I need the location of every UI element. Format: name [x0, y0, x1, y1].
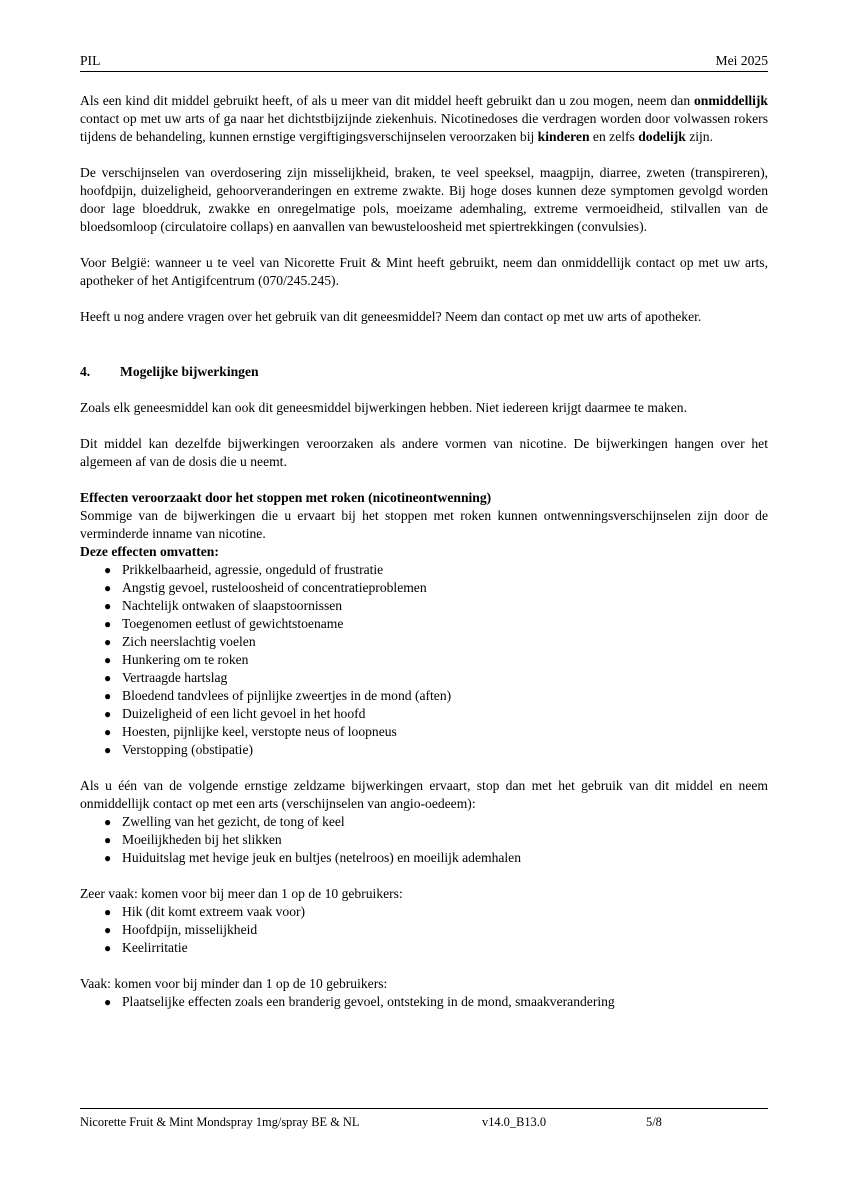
bullet-icon: ●	[104, 995, 112, 1009]
overdose-symptoms-paragraph: De verschijnselen van overdosering zijn misselijkheid, braken, te veel speeksel, maagpijn, diarree, zweten (transpireren), hoofdpijn, duizeligheid, gehoorveranderingen en extreme zwakte. Bij hoge doses kunnen deze symptomen gevolgd worden door lage bloeddruk, zwakke en onregelmatige pols, moeizame ademhaling, extreme vermoeidheid, stilvallen van de bloedsomloop (circulatoire collaps) en aanvallen van bewusteloosheid met spiertrekkingen (convulsies).	[80, 165, 768, 234]
list-item-text: Prikkelbaarheid, agressie, ongeduld of frustratie	[122, 562, 384, 577]
list-item-text: Angstig gevoel, rusteloosheid of concentratieproblemen	[122, 580, 427, 595]
list-item	[80, 633, 768, 651]
list-item	[80, 705, 768, 723]
list-item-text: Zich neerslachtig voelen	[122, 634, 256, 649]
withdrawal-list	[80, 561, 768, 759]
list-item	[80, 993, 768, 1011]
list-item-text: Hunkering om te roken	[122, 652, 249, 667]
very-common-list	[80, 903, 768, 957]
list-item	[80, 903, 768, 921]
section-heading	[80, 363, 768, 381]
text-span: Als een kind dit middel gebruikt heeft, of als u meer van dit middel heeft gebruikt dan u zou mogen, neem dan	[80, 93, 694, 108]
withdrawal-intro: Sommige van de bijwerkingen die u ervaart bij het stoppen met roken kunnen ontwenningsverschijnselen zijn door de verminderde inname van nicotine.	[80, 508, 768, 541]
bold-text: onmiddellijk	[693, 93, 768, 108]
list-item	[80, 669, 768, 687]
list-item	[80, 723, 768, 741]
very-common-intro: Zeer vaak: komen voor bij meer dan 1 op de 10 gebruikers:	[80, 886, 403, 901]
list-item	[80, 615, 768, 633]
list-item	[80, 741, 768, 759]
overdose-child-paragraph	[80, 92, 768, 146]
bold-text: dodelijk	[638, 129, 686, 144]
page-header	[80, 52, 768, 72]
bullet-icon: ●	[104, 653, 112, 667]
bullet-icon: ●	[104, 941, 112, 955]
bullet-icon: ●	[104, 743, 112, 757]
page-footer	[80, 1108, 768, 1132]
list-item	[80, 651, 768, 669]
list-item-text: Keelirritatie	[122, 940, 188, 955]
list-item	[80, 831, 768, 849]
section-title: Mogelijke bijwerkingen	[120, 364, 259, 379]
list-item	[80, 921, 768, 939]
questions-paragraph: Heeft u nog andere vragen over het gebruik van dit geneesmiddel? Neem dan contact op met uw arts of apotheker.	[80, 309, 702, 324]
footer-page-number: 5/8	[646, 1115, 662, 1129]
bullet-icon: ●	[104, 851, 112, 865]
common-intro: Vaak: komen voor bij minder dan 1 op de 10 gebruikers:	[80, 976, 388, 991]
bullet-icon: ●	[104, 563, 112, 577]
bold-text: kinderen	[537, 129, 590, 144]
bullet-icon: ●	[104, 689, 112, 703]
withdrawal-subheading: Deze effecten omvatten:	[80, 544, 219, 559]
list-item	[80, 687, 768, 705]
bullet-icon: ●	[104, 905, 112, 919]
list-item	[80, 813, 768, 831]
serious-effects-list	[80, 813, 768, 867]
bullet-icon: ●	[104, 833, 112, 847]
list-item-text: Hoofdpijn, misselijkheid	[122, 922, 258, 937]
footer-product: Nicorette Fruit & Mint Mondspray 1mg/spray BE & NL	[80, 1115, 360, 1129]
list-item-text: Plaatselijke effecten zoals een branderig gevoel, ontsteking in de mond, smaakverandering	[122, 994, 615, 1009]
text-span: zijn.	[685, 129, 713, 144]
list-item	[80, 561, 768, 579]
text-span: contact op met uw arts of ga naar het dichtstbijzijnde ziekenhuis. Nicotinedoses die verdragen worden door volwassen rokers tijdens de behandeling, kunnen ernstige vergiftigingsverschijnselen veroorzaken bij	[80, 111, 768, 144]
bullet-icon: ●	[104, 617, 112, 631]
document-body	[80, 92, 768, 1011]
list-item-text: Nachtelijk ontwaken of slaapstoornissen	[122, 598, 343, 613]
list-item	[80, 939, 768, 957]
list-item	[80, 597, 768, 615]
list-item-text: Hik (dit komt extreem vaak voor)	[122, 904, 306, 919]
footer-version: v14.0_B13.0	[482, 1115, 547, 1129]
list-item-text: Hoesten, pijnlijke keel, verstopte neus of loopneus	[122, 724, 397, 739]
bullet-icon: ●	[104, 599, 112, 613]
belgium-poison-center-paragraph: Voor België: wanneer u te veel van Nicorette Fruit & Mint heeft gebruikt, neem dan onmiddellijk contact op met uw arts, apotheker of het Antigifcentrum (070/245.245).	[80, 255, 768, 288]
bullet-icon: ●	[104, 581, 112, 595]
list-item-text: Duizeligheid of een licht gevoel in het hoofd	[122, 706, 366, 721]
bullet-icon: ●	[104, 725, 112, 739]
bullet-icon: ●	[104, 815, 112, 829]
list-item-text: Bloedend tandvlees of pijnlijke zweertjes in de mond (aften)	[122, 688, 452, 703]
list-item-text: Huiduitslag met hevige jeuk en bultjes (netelroos) en moeilijk ademhalen	[122, 850, 522, 865]
list-item-text: Zwelling van het gezicht, de tong of keel	[122, 814, 345, 829]
bullet-icon: ●	[104, 923, 112, 937]
side-effects-intro: Zoals elk geneesmiddel kan ook dit geneesmiddel bijwerkingen hebben. Niet iedereen krijgt daarmee te maken.	[80, 400, 687, 415]
list-item-text: Verstopping (obstipatie)	[122, 742, 254, 757]
bullet-icon: ●	[104, 635, 112, 649]
list-item-text: Moeilijkheden bij het slikken	[122, 832, 282, 847]
header-left: PIL	[80, 53, 101, 68]
nicotine-effects-paragraph: Dit middel kan dezelfde bijwerkingen veroorzaken als andere vormen van nicotine. De bijwerkingen hangen over het algemeen af van de dosis die u neemt.	[80, 436, 768, 469]
header-date: Mei 2025	[715, 53, 768, 68]
bullet-icon: ●	[104, 707, 112, 721]
list-item	[80, 579, 768, 597]
common-list	[80, 993, 768, 1011]
section-number: 4.	[80, 364, 91, 379]
serious-effects-intro: Als u één van de volgende ernstige zeldzame bijwerkingen ervaart, stop dan met het gebruik van dit middel en neem onmiddellijk contact op met een arts (verschijnselen van angio-oedeem):	[80, 778, 768, 811]
list-item-text: Toegenomen eetlust of gewichtstoename	[122, 616, 344, 631]
text-span: en zelfs	[589, 129, 639, 144]
list-item-text: Vertraagde hartslag	[122, 670, 228, 685]
bullet-icon: ●	[104, 671, 112, 685]
withdrawal-heading: Effecten veroorzaakt door het stoppen met roken (nicotineontwenning)	[80, 490, 492, 505]
list-item	[80, 849, 768, 867]
